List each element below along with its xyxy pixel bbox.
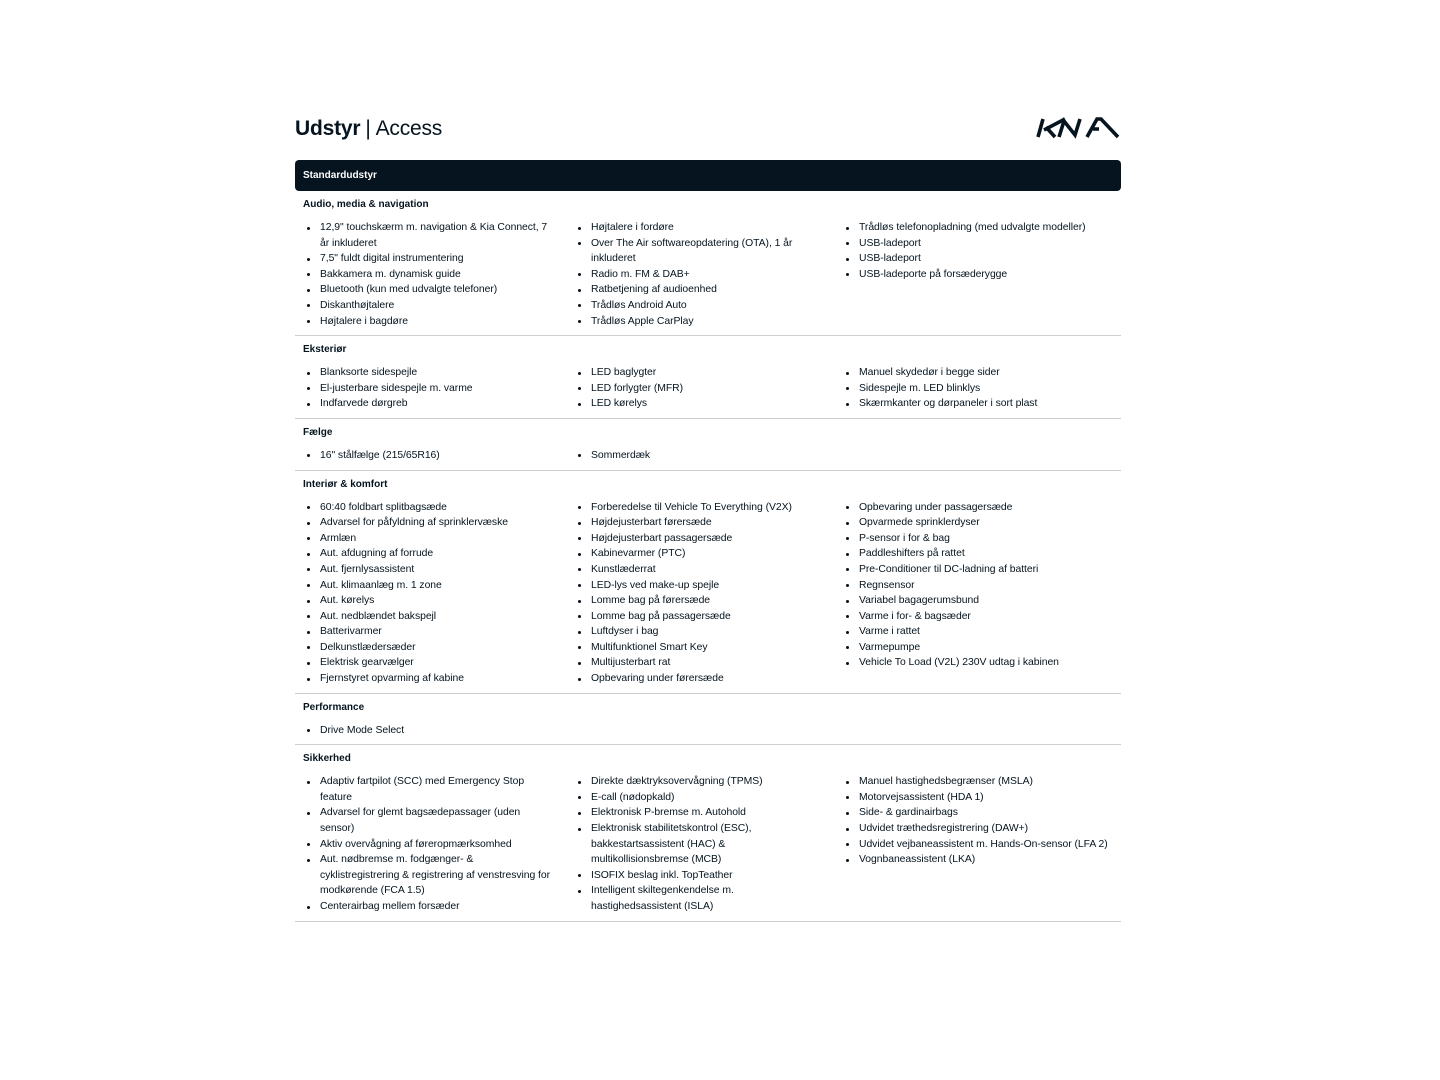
equipment-item: E-call (nødopkald) [575, 790, 823, 806]
equipment-item: Vognbaneassistent (LKA) [843, 852, 1109, 868]
equipment-item: Side- & gardinairbags [843, 805, 1109, 821]
equipment-item: Trådløs telefonopladning (med udvalgte modeller) [843, 220, 1109, 236]
equipment-item: USB-ladeport [843, 251, 1109, 267]
page-header [295, 112, 1121, 160]
equipment-list [575, 500, 823, 687]
equipment-item: Direkte dæktryksovervågning (TPMS) [575, 774, 823, 790]
equipment-item: Ratbetjening af audioenhed [575, 282, 823, 298]
equipment-item: Højtalere i bagdøre [304, 314, 553, 330]
equipment-item: Varmepumpe [843, 640, 1109, 656]
section-columns [295, 723, 1121, 739]
equipment-item: Udvidet vejbaneassistent m. Hands-On-sensor (LFA 2) [843, 837, 1109, 853]
equipment-item: Lomme bag på passagersæde [575, 609, 823, 625]
equipment-column [295, 723, 565, 739]
equipment-column [565, 448, 835, 464]
equipment-item: 12,9" touchskærm m. navigation & Kia Connect, 7 år inkluderet [304, 220, 553, 251]
section-columns [295, 774, 1121, 914]
equipment-list [843, 365, 1109, 412]
section-columns [295, 220, 1121, 329]
section [295, 745, 1121, 921]
title-separator: | [365, 117, 371, 140]
title-bold: Udstyr [295, 117, 361, 140]
equipment-item: Aktiv overvågning af føreropmærksomhed [304, 837, 553, 853]
equipment-item: Kabinevarmer (PTC) [575, 546, 823, 562]
equipment-item: Armlæn [304, 531, 553, 547]
equipment-list [843, 220, 1109, 282]
equipment-item: Vehicle To Load (V2L) 230V udtag i kabinen [843, 655, 1109, 671]
equipment-list [843, 774, 1109, 868]
equipment-column [835, 723, 1121, 739]
equipment-item: Højtalere i fordøre [575, 220, 823, 236]
equipment-item: P-sensor i for & bag [843, 531, 1109, 547]
section-title: Sikkerhed [303, 753, 351, 765]
equipment-item: Lomme bag på førersæde [575, 593, 823, 609]
equipment-list [575, 774, 823, 914]
equipment-list [304, 500, 553, 687]
equipment-item: Bakkamera m. dynamisk guide [304, 267, 553, 283]
equipment-list [575, 365, 823, 412]
equipment-column [835, 365, 1121, 412]
equipment-item: Sommerdæk [575, 448, 823, 464]
title-light: Access [375, 117, 443, 140]
equipment-item: Opbevaring under passagersæde [843, 500, 1109, 516]
equipment-item: 60:40 foldbart splitbagsæde [304, 500, 553, 516]
equipment-item: LED forlygter (MFR) [575, 381, 823, 397]
equipment-item: 16" stålfælge (215/65R16) [304, 448, 553, 464]
equipment-item: LED kørelys [575, 396, 823, 412]
equipment-item: Blanksorte sidespejle [304, 365, 553, 381]
equipment-column [565, 723, 835, 739]
equipment-item: Varme i rattet [843, 624, 1109, 640]
equipment-item: Aut. kørelys [304, 593, 553, 609]
section [295, 419, 1121, 471]
equipment-column [295, 774, 565, 914]
equipment-item: Indfarvede dørgreb [304, 396, 553, 412]
equipment-item: Luftdyser i bag [575, 624, 823, 640]
equipment-list [304, 723, 553, 739]
equipment-column [565, 365, 835, 412]
equipment-item: Højdejusterbart førersæde [575, 515, 823, 531]
equipment-item: Elektronisk P-bremse m. Autohold [575, 805, 823, 821]
equipment-item: Motorvejsassistent (HDA 1) [843, 790, 1109, 806]
equipment-item: Elektrisk gearvælger [304, 655, 553, 671]
equipment-column [295, 448, 565, 464]
equipment-column [295, 500, 565, 687]
equipment-page [295, 112, 1121, 922]
equipment-column [835, 448, 1121, 464]
equipment-item: Centerairbag mellem forsæder [304, 899, 553, 915]
equipment-list [304, 448, 553, 464]
standard-equipment-bar: Standardudstyr [295, 160, 1121, 191]
equipment-item: Opbevaring under førersæde [575, 671, 823, 687]
equipment-item: Forberedelse til Vehicle To Everything (V2X) [575, 500, 823, 516]
equipment-item: Aut. nødbremse m. fodgænger- & cyklistregistrering & registrering af venstresving for modkørende (FCA 1.5) [304, 852, 553, 899]
equipment-column [565, 774, 835, 914]
equipment-item: Batterivarmer [304, 624, 553, 640]
equipment-item: Elektronisk stabilitetskontrol (ESC), bakkestartsassistent (HAC) & multikollisionsbremse (MCB) [575, 821, 823, 868]
equipment-item: Manuel hastighedsbegrænser (MSLA) [843, 774, 1109, 790]
equipment-column [295, 365, 565, 412]
equipment-item: Intelligent skiltegenkendelse m. hastighedsassistent (ISLA) [575, 883, 823, 914]
equipment-list [304, 365, 553, 412]
equipment-item: Multifunktionel Smart Key [575, 640, 823, 656]
equipment-item: Advarsel for påfyldning af sprinklervæske [304, 515, 553, 531]
section [295, 471, 1121, 694]
equipment-list [575, 220, 823, 329]
equipment-column [835, 500, 1121, 687]
equipment-item: ISOFIX beslag inkl. TopTeather [575, 868, 823, 884]
equipment-column [565, 500, 835, 687]
equipment-column [835, 220, 1121, 329]
equipment-item: USB-ladeport [843, 236, 1109, 252]
section-columns [295, 500, 1121, 687]
section-title: Fælge [303, 426, 333, 438]
equipment-item: Multijusterbart rat [575, 655, 823, 671]
page-title [295, 115, 442, 143]
equipment-column [565, 220, 835, 329]
section [295, 694, 1121, 746]
equipment-item: 7,5" fuldt digital instrumentering [304, 251, 553, 267]
equipment-item: Over The Air softwareopdatering (OTA), 1 år inkluderet [575, 236, 823, 267]
equipment-item: Diskanthøjtalere [304, 298, 553, 314]
equipment-item: Advarsel for glemt bagsædepassager (uden sensor) [304, 805, 553, 836]
section-title: Performance [303, 701, 365, 713]
equipment-item: Adaptiv fartpilot (SCC) med Emergency Stop feature [304, 774, 553, 805]
section [295, 191, 1121, 336]
section-title: Interiør & komfort [303, 478, 388, 490]
equipment-item: Radio m. FM & DAB+ [575, 267, 823, 283]
equipment-item: Trådløs Apple CarPlay [575, 314, 823, 330]
equipment-item: Højdejusterbart passagersæde [575, 531, 823, 547]
equipment-item: LED-lys ved make-up spejle [575, 578, 823, 594]
equipment-item: Regnsensor [843, 578, 1109, 594]
equipment-list [304, 220, 553, 329]
equipment-item: Skærmkanter og dørpaneler i sort plast [843, 396, 1109, 412]
equipment-item: Pre-Conditioner til DC-ladning af batteri [843, 562, 1109, 578]
equipment-item: Opvarmede sprinklerdyser [843, 515, 1109, 531]
equipment-list [575, 448, 823, 464]
equipment-list [843, 500, 1109, 672]
equipment-item: LED baglygter [575, 365, 823, 381]
equipment-item: El-justerbare sidespejle m. varme [304, 381, 553, 397]
equipment-item: Delkunstlædersæder [304, 640, 553, 656]
section [295, 336, 1121, 419]
equipment-item: Aut. klimaanlæg m. 1 zone [304, 578, 553, 594]
equipment-item: Paddleshifters på rattet [843, 546, 1109, 562]
equipment-item: Drive Mode Select [304, 723, 553, 739]
equipment-item: Sidespejle m. LED blinklys [843, 381, 1109, 397]
kia-logo [1035, 116, 1121, 140]
equipment-item: Fjernstyret opvarming af kabine [304, 671, 553, 687]
equipment-item: Kunstlæderrat [575, 562, 823, 578]
equipment-item: Aut. afdugning af forrude [304, 546, 553, 562]
equipment-item: Bluetooth (kun med udvalgte telefoner) [304, 282, 553, 298]
equipment-item: Variabel bagagerumsbund [843, 593, 1109, 609]
equipment-item: USB-ladeporte på forsæderygge [843, 267, 1109, 283]
equipment-sections [295, 191, 1121, 922]
equipment-column [295, 220, 565, 329]
section-title: Eksteriør [303, 344, 347, 356]
equipment-column [835, 774, 1121, 914]
section-title: Audio, media & navigation [303, 199, 429, 210]
equipment-list [304, 774, 553, 914]
equipment-item: Aut. nedblændet bakspejl [304, 609, 553, 625]
section-columns [295, 448, 1121, 464]
equipment-item: Varme i for- & bagsæder [843, 609, 1109, 625]
equipment-item: Manuel skydedør i begge sider [843, 365, 1109, 381]
equipment-item: Aut. fjernlysassistent [304, 562, 553, 578]
equipment-item: Udvidet træthedsregistrering (DAW+) [843, 821, 1109, 837]
equipment-item: Trådløs Android Auto [575, 298, 823, 314]
section-columns [295, 365, 1121, 412]
